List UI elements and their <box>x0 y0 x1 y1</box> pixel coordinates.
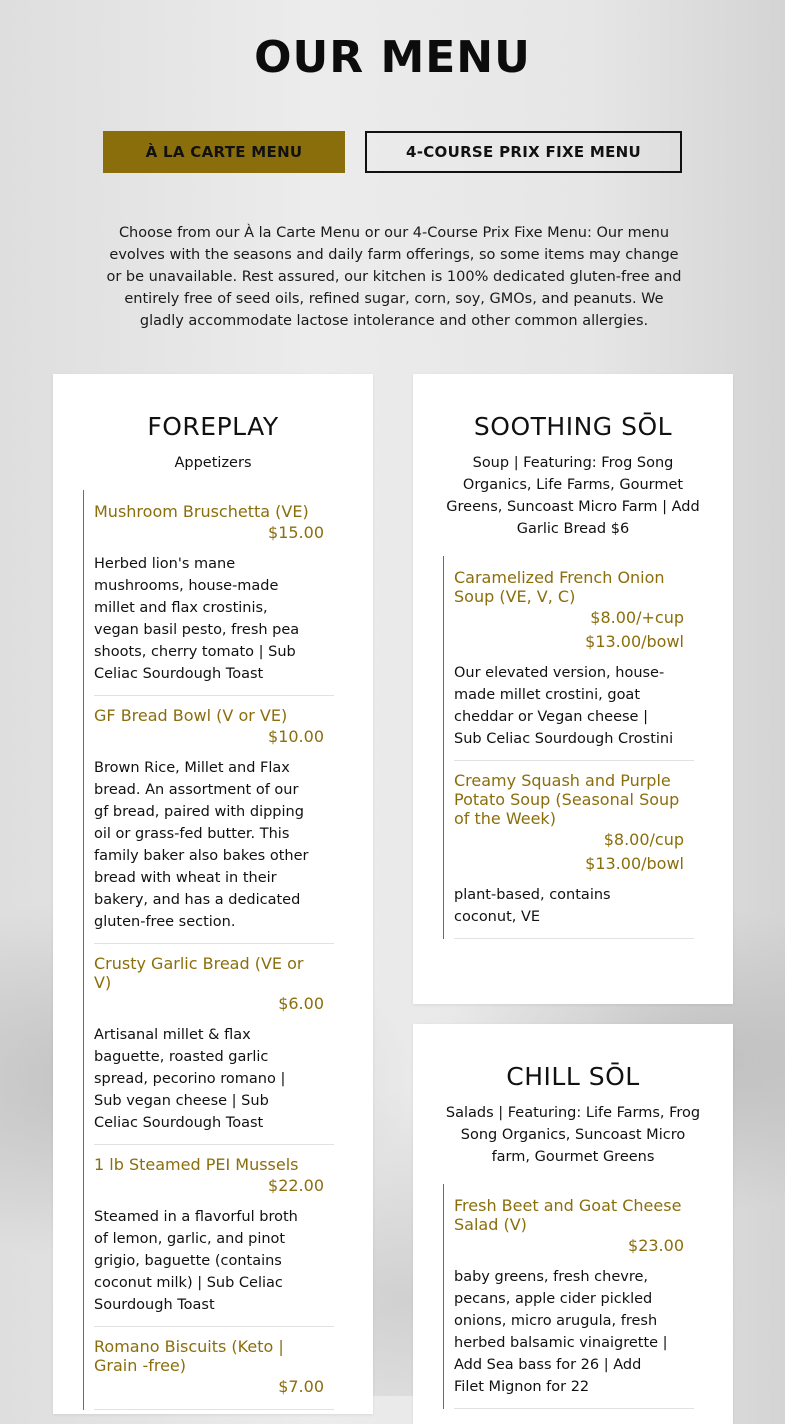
item-description: Our elevated version, house-made millet crostini, goat cheddar or Vegan cheese | Sub Celiac Sourdough Crostini <box>454 665 674 747</box>
item-description: plant-based, contains coconut, VE <box>454 887 611 925</box>
section-subtitle: Appetizers <box>174 455 252 471</box>
section-subtitle: Soup | Featuring: Frog Song Organics, Life Farms, Gourmet Greens, Suncoast Micro Farm | Add Garlic Bread $6 <box>446 455 700 537</box>
menu-item <box>94 954 334 1145</box>
item-price: $23.00 <box>628 1236 684 1255</box>
item-price: $7.00 <box>278 1377 324 1396</box>
item-price-bowl: $13.00/bowl <box>585 632 684 651</box>
menu-item <box>454 771 694 939</box>
menu-intro: Choose from our À la Carte Menu or our 4-Course Prix Fixe Menu: Our menu evolves with the seasons and daily farm offerings, so some items may change or be unavailable. Rest assured, our kitchen is 100% dedicated gluten-free and entirely free of seed oils, refined sugar, corn, soy, GMOs, and peanuts. We gladly accommodate lactose intolerance and other common allergies. <box>106 225 682 329</box>
item-description: baby greens, fresh chevre, pecans, apple cider pickled onions, micro arugula, fresh herbed balsamic vinaigrette | Add Sea bass for 26 | Add Filet Mignon for 22 <box>454 1269 668 1395</box>
item-price: $22.00 <box>268 1176 324 1195</box>
tab-prix-fixe[interactable]: 4-COURSE PRIX FIXE MENU <box>365 131 682 173</box>
item-name: 1 lb Steamed PEI Mussels <box>94 1155 299 1174</box>
item-description: Herbed lion's mane mushrooms, house-made millet and flax crostinis, vegan basil pesto, fresh pea shoots, cherry tomato | Sub Celiac Sourdough Toast <box>94 556 300 682</box>
menu-item <box>454 1196 694 1409</box>
item-price-cup: $8.00/+cup <box>590 608 684 627</box>
page-title: OUR MENU <box>254 32 531 83</box>
item-description: Artisanal millet & flax baguette, roasted garlic spread, pecorino romano | Sub vegan cheese | Sub Celiac Sourdough Toast <box>94 1027 286 1131</box>
item-name: Fresh Beet and Goat Cheese Salad (V) <box>454 1196 682 1234</box>
item-name: Caramelized French Onion Soup (VE, V, C) <box>454 568 665 606</box>
item-price: $10.00 <box>268 727 324 746</box>
menu-item-list <box>443 1184 694 1409</box>
menu-item-list <box>83 490 334 1410</box>
section-title: FOREPLAY <box>147 412 279 441</box>
menu-item <box>94 706 334 944</box>
item-description: Steamed in a flavorful broth of lemon, garlic, and pinot grigio, baguette (contains coconut milk) | Sub Celiac Sourdough Toast <box>94 1209 298 1313</box>
tab-a-la-carte[interactable]: À LA CARTE MENU <box>103 131 345 173</box>
menu-item <box>94 1155 334 1327</box>
menu-item <box>454 568 694 761</box>
soup-card <box>413 374 733 1004</box>
item-name: Mushroom Bruschetta (VE) <box>94 502 309 521</box>
section-subtitle: Salads | Featuring: Life Farms, Frog Song Organics, Suncoast Micro farm, Gourmet Greens <box>445 1105 701 1165</box>
item-name: Romano Biscuits (Keto | Grain -free) <box>94 1337 284 1375</box>
section-title: SOOTHING SŌL <box>473 412 673 441</box>
item-price: $15.00 <box>268 523 324 542</box>
item-description: Brown Rice, Millet and Flax bread. An assortment of our gf bread, paired with dipping oil or grass-fed butter. This family baker also bakes other bread with wheat in their bakery, and has a dedicated gluten-free section. <box>94 760 309 930</box>
menu-item <box>94 502 334 696</box>
item-name: Creamy Squash and Purple Potato Soup (Seasonal Soup of the Week) <box>454 771 680 828</box>
item-name: Crusty Garlic Bread (VE or V) <box>94 954 304 992</box>
item-name: GF Bread Bowl (V or VE) <box>94 706 288 725</box>
item-price: $6.00 <box>278 994 324 1013</box>
menu-item-list <box>443 556 694 939</box>
foreplay-card <box>53 374 373 1414</box>
menu-item <box>94 1337 334 1410</box>
salad-card <box>413 1024 733 1424</box>
item-price-bowl: $13.00/bowl <box>585 854 684 873</box>
item-price-cup: $8.00/cup <box>603 830 684 849</box>
section-title: CHILL SŌL <box>506 1062 640 1091</box>
